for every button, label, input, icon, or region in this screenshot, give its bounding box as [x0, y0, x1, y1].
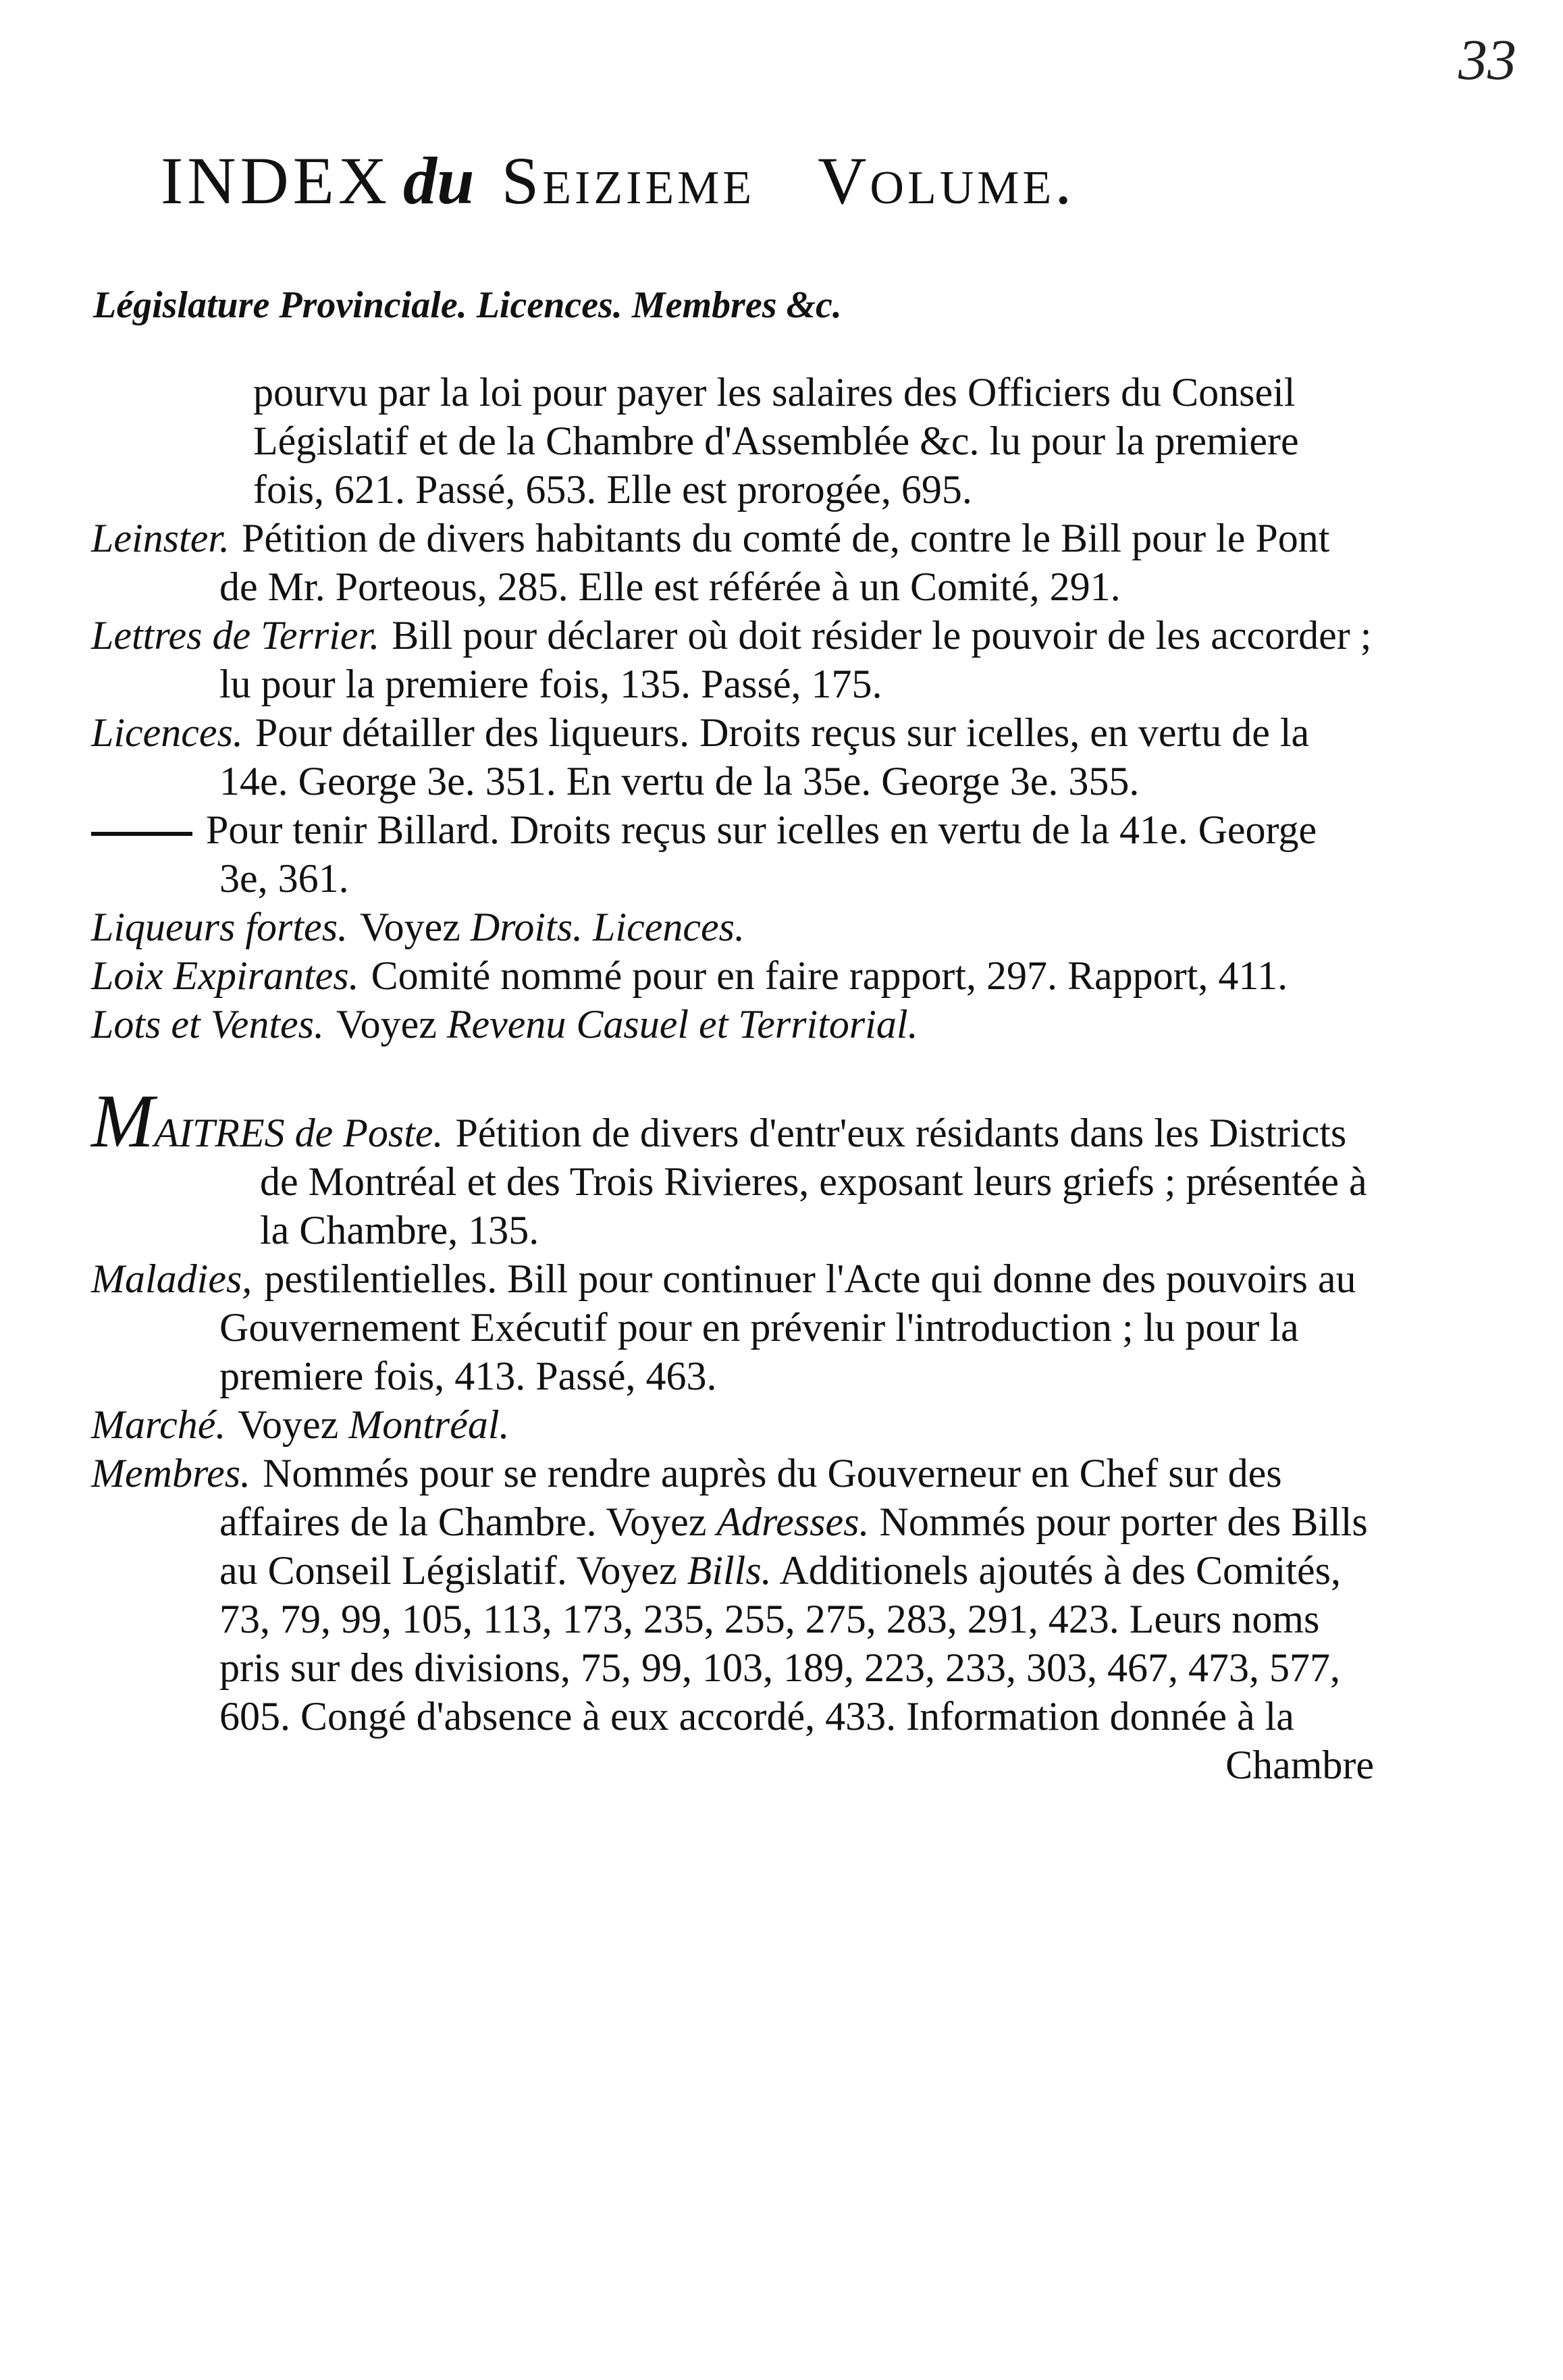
entry-text: pourvu par la loi pour payer les salaires des Officiers du Conseil Législatif et de la Chambre d'Assemblée &c. lu pour la premiere fois, 621. Passé, 653. Elle est prorogée, 695. — [253, 370, 1299, 512]
drop-initial: M — [91, 1080, 155, 1163]
header-seizieme: Seizieme — [501, 143, 756, 218]
page-number: 33 — [1458, 27, 1516, 92]
entry-headword-tail: de Poste. — [294, 1111, 444, 1155]
entry-text: Nommés pour porter des Bills au Conseil Législatif. Voyez — [219, 1500, 1368, 1593]
entry-text: pestilentielles. Bill pour continuer l'Acte qui donne des pouvoirs au Gouvernement Exécutif pour en prévenir l'introduction ; lu pour la premiere fois, 413. Passé, 463. — [219, 1257, 1356, 1398]
entry-text: Bill pour déclarer où doit résider le pouvoir de les accorder ; lu pour la premiere fois, 135. Passé, 175. — [219, 613, 1372, 706]
entry-headword: Lots et Ventes. — [91, 1002, 324, 1047]
index-entry — [91, 903, 1374, 951]
entry-cross-reference: Revenu Casuel et Territorial. — [446, 1002, 918, 1047]
entry-voyez: Voyez — [238, 1402, 339, 1447]
entry-headword: Membres. — [91, 1451, 251, 1496]
index-body — [91, 368, 1374, 1789]
index-entry — [91, 1000, 1374, 1049]
entry-headword: Maladies, — [91, 1257, 253, 1301]
entry-text: Pour tenir Billard. Droits reçus sur icelles en vertu de la 41e. George 3e, 361. — [206, 808, 1317, 901]
entry-cross-reference: Bills. — [687, 1548, 772, 1593]
index-entry — [91, 611, 1374, 708]
catchword: Chambre — [1225, 1743, 1374, 1787]
entry-headword: Licences. — [91, 710, 243, 755]
entry-text: Comité nommé pour en faire rapport, 297. Rapport, 411. — [371, 953, 1288, 998]
entry-text: Pétition de divers d'entr'eux résidants dans les Districts de Montréal et des Trois Rivieres, exposant leurs griefs ; présentée à la Chambre, 135. — [260, 1111, 1367, 1252]
entry-voyez: Voyez — [360, 905, 460, 949]
entry-headword: Liqueurs fortes. — [91, 905, 348, 949]
index-entry-continuation — [91, 368, 1374, 514]
entry-voyez: Voyez — [336, 1002, 437, 1047]
running-head: Législature Provinciale. Licences. Membres &c. — [93, 284, 842, 326]
entry-headword: Marché. — [91, 1402, 226, 1447]
index-entry — [91, 1254, 1374, 1400]
entry-headword: Loix Expirantes. — [91, 953, 359, 998]
entry-text: Nommés pour se rendre auprès du Gouverneur en Chef sur des affaires de la Chambre. Voyez — [219, 1451, 1282, 1544]
header-du: du — [403, 143, 475, 218]
entry-headword: Leinster. — [91, 516, 230, 560]
entry-text: Pétition de divers habitants du comté de, contre le Bill pour le Pont de Mr. Porteous, 285. Elle est référée à un Comité, 291. — [219, 516, 1330, 609]
entry-text: Pour détailler des liqueurs. Droits reçus sur icelles, en vertu de la 14e. George 3e. 351. En vertu de la 35e. George 3e. 355. — [219, 710, 1310, 803]
entry-cross-reference: Adresses. — [716, 1500, 870, 1544]
ditto-dash — [91, 832, 192, 836]
index-entry — [91, 1400, 1374, 1449]
entry-cross-reference: Montréal. — [348, 1402, 510, 1447]
entry-text: Additionels ajoutés à des Comités, 73, 79, 99, 105, 113, 173, 235, 255, 275, 283, 291, 423. Leurs noms pris sur des divisions, 75, 99, 103, 189, 223, 233, 303, 467, 473, 577, 605. Congé d'absence à eux accordé, 433. Information donnée à la — [219, 1548, 1341, 1739]
index-entry — [91, 514, 1374, 611]
section-gap — [91, 1049, 1374, 1101]
header-volume: Volume. — [818, 143, 1076, 218]
entry-headword: AITRES — [154, 1111, 285, 1155]
header-index: INDEX — [161, 143, 392, 218]
index-entry-section-start — [91, 1080, 1374, 1254]
index-entry — [91, 1449, 1374, 1741]
index-entry — [91, 805, 1374, 903]
entry-cross-reference: Droits. Licences. — [470, 905, 745, 949]
page-header — [161, 142, 1443, 219]
entry-headword: Lettres de Terrier. — [91, 613, 380, 658]
index-entry — [91, 951, 1374, 1000]
index-entry — [91, 708, 1374, 805]
